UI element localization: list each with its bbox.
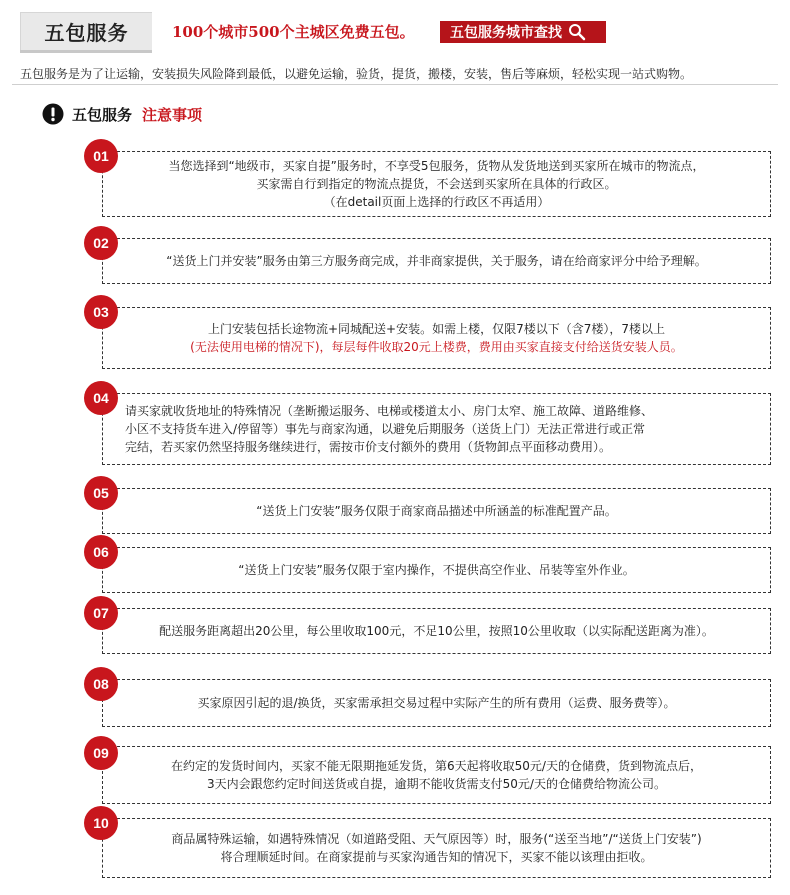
item-number-badge: 06 (84, 535, 118, 569)
divider (12, 84, 778, 85)
intro-text: 五包服务是为了让运输，安装损失风险降到最低，以避免运输，验货，提货，搬楼，安装，售后等麻烦，轻松实现一站式购物。 (20, 67, 693, 81)
item-number-badge: 03 (84, 295, 118, 329)
header (0, 0, 790, 60)
notice-line: （在detail页面上选择的行政区不再适用） (323, 195, 550, 209)
city-finder-button[interactable] (440, 21, 606, 43)
notice-line: 买家需自行到指定的物流点提货，不会送到买家所在具体的行政区。 (256, 177, 617, 191)
notice-line: 配送服务距离超出20公里，每公里收取100元，不足10公里，按照10公里收取（以实际配送距离为准）。 (159, 624, 714, 638)
notice-line-highlight: (无法使用电梯的情况下)，每层每件收取20元上楼费，费用由买家直接支付给送货安装人员。 (190, 340, 683, 354)
notice-box (102, 238, 771, 284)
notice-line: 请买家就收货地址的特殊情况（垄断搬运服务、电梯或楼道太小、房门太窄、施工故障、道路维修、 (125, 404, 654, 418)
notice-box (102, 818, 771, 878)
notice-line: 完结，若买家仍然坚持服务继续进行，需按市价支付额外的费用（货物卸点平面移动费用）。 (125, 440, 612, 454)
notice-line: 商品属特殊运输，如遇特殊情况（如道路受阻、天气原因等）时，服务(“送至当地”/“送货上门安装”) (171, 832, 702, 846)
title-underline (20, 50, 152, 53)
notice-line: “送货上门安装”服务仅限于室内操作，不提供高空作业、吊装等室外作业。 (238, 563, 635, 577)
notice-line: “送货上门安装”服务仅限于商家商品描述中所涵盖的标准配置产品。 (256, 504, 617, 518)
item-number-badge: 02 (84, 226, 118, 260)
item-number-badge: 07 (84, 596, 118, 630)
search-icon (568, 23, 586, 41)
notice-box (102, 679, 771, 727)
notice-box (102, 151, 771, 217)
page-title: 五包服务 (20, 12, 152, 50)
item-number-badge: 05 (84, 476, 118, 510)
section-header (42, 103, 202, 125)
notice-box (102, 608, 771, 654)
notice-line: 当您选择到“地级市，买家自提”服务时，不享受5包服务，货物从发货地送到买家所在城市的物流点， (168, 159, 705, 173)
notice-line: 将合理顺延时间。在商家提前与买家沟通告知的情况下，买家不能以该理由拒收。 (220, 850, 653, 864)
promo-text: 100个城市500个主城区免费五包。 (172, 23, 415, 41)
notice-line: 3天内会跟您约定时间送货或自提，逾期不能收货需支付50元/天的仓储费给物流公司。 (207, 777, 666, 791)
notice-line: 买家原因引起的退/换货，买家需承担交易过程中实际产生的所有费用（运费、服务费等）。 (197, 696, 676, 710)
item-number-badge: 09 (84, 736, 118, 770)
notice-box (102, 746, 771, 804)
notice-box (102, 393, 771, 465)
notice-box (102, 547, 771, 593)
notice-box (102, 307, 771, 369)
item-number-badge: 10 (84, 806, 118, 840)
city-finder-label: 五包服务城市查找 (450, 25, 562, 41)
section-title: 五包服务 (72, 105, 133, 124)
notice-line: 小区不支持货车进入/停留等）事先与商家沟通，以避免后期服务（送货上门）无法正常进行或正常 (125, 422, 646, 436)
notice-line: 在约定的发货时间内，买家不能无限期拖延发货，第6天起将收取50元/天的仓储费，货到物流点后， (171, 759, 702, 773)
item-number-badge: 08 (84, 667, 118, 701)
exclamation-icon (42, 103, 64, 125)
item-number-badge: 01 (84, 139, 118, 173)
notice-box (102, 488, 771, 534)
notice-line: 上门安装包括长途物流+同城配送+安装。如需上楼，仅限7楼以下（含7楼），7楼以上 (207, 322, 666, 336)
section-subtitle: 注意事项 (142, 105, 203, 124)
item-number-badge: 04 (84, 381, 118, 415)
notice-line: “送货上门并安装”服务由第三方服务商完成，并非商家提供，关于服务，请在给商家评分中给予理解。 (166, 254, 707, 268)
